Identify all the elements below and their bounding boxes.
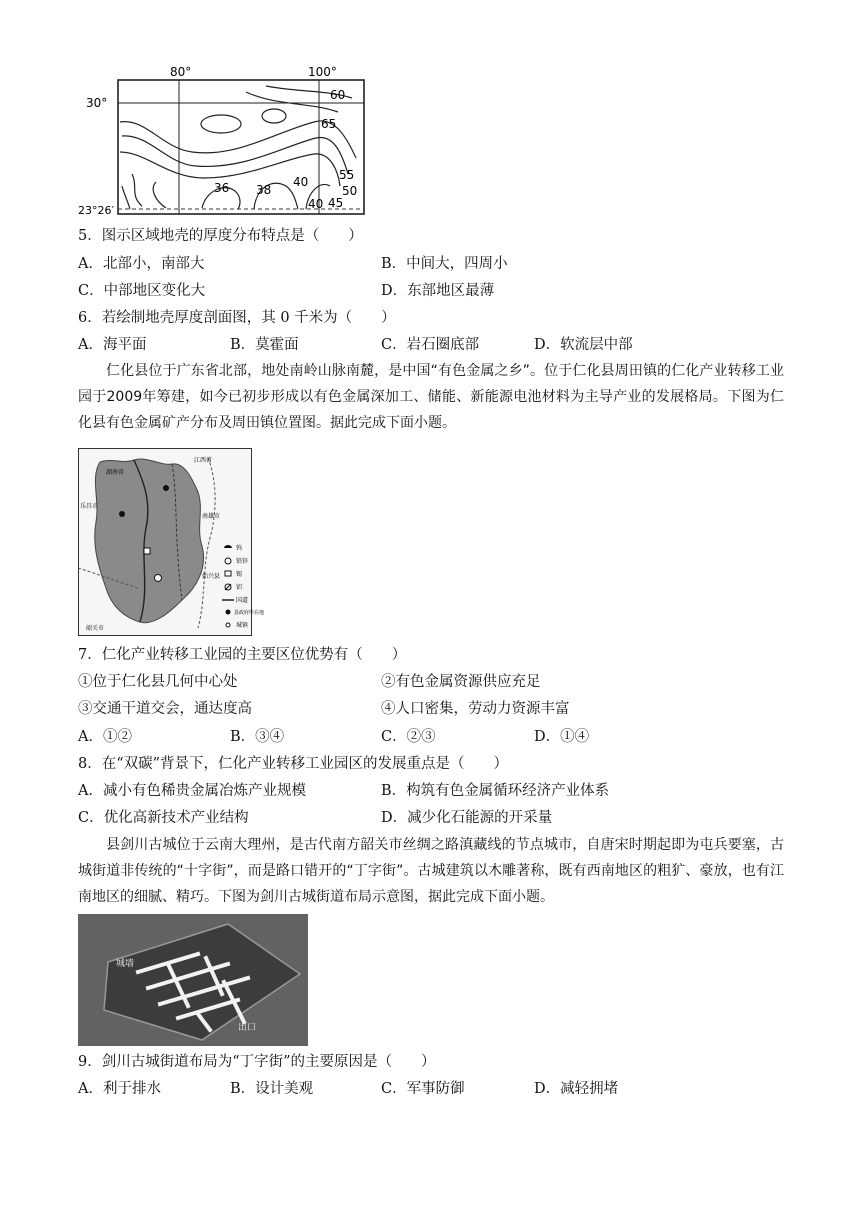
q6-stem: 6．若绘制地壳厚度剖面图，其 0 千米为（ ） <box>78 310 396 326</box>
legend-lead-zinc: 铅锌 <box>236 558 249 565</box>
lat-label-30: 30° <box>86 96 108 110</box>
renhua-mineral-map-svg <box>78 448 265 636</box>
q8-option-d: D．减少化石能源的开采量 <box>381 810 553 826</box>
q9-option-b: B．设计美观 <box>230 1081 314 1097</box>
q6-option-a: A．海平面 <box>78 337 147 353</box>
contour-label-55: 55 <box>339 168 355 182</box>
contour-label-65: 65 <box>321 117 337 131</box>
q7-item-4: ④人口密集，劳动力资源丰富 <box>381 701 570 717</box>
contour-label-45: 45 <box>328 196 344 210</box>
jianchuan-street-photo <box>78 914 308 1046</box>
legend-national-road: 国道 <box>236 597 249 604</box>
legend-tungsten: 钨 <box>236 545 243 552</box>
contour-label-38: 38 <box>256 183 272 197</box>
q5-option-b: B．中间大，四周小 <box>381 256 508 272</box>
lon-label-100: 100° <box>308 65 337 79</box>
lon-label-80: 80° <box>170 65 192 79</box>
passage-renhua: 仁化县位于广东省北部，地处南岭山脉南麓，是中国“有色金属之乡”。位于仁化县周田镇的仁化产业转移工业园于2009年筹建，如今已初步形成以有色金属深加工、储能、新能源电池材料为主导产业的发展格局。下图为仁化县有色金属矿产分布及周田镇位置图。据此完成下面小题。 <box>78 363 784 431</box>
q9-option-a: A．利于排水 <box>78 1081 161 1097</box>
q7-option-c: C．②③ <box>381 729 436 745</box>
contour-label-60: 60 <box>330 88 346 102</box>
label-shaoguan: 韶关市 <box>86 625 105 632</box>
contour-label-40b: 40 <box>308 197 324 211</box>
q7-option-a: A．①② <box>78 729 132 745</box>
label-hunan: 湖南省 <box>106 469 125 476</box>
contour-label-50: 50 <box>342 184 358 198</box>
legend-tin: 锡 <box>236 571 243 578</box>
crust-thickness-map-svg <box>76 62 368 218</box>
label-shixing: 始兴县 <box>202 573 221 580</box>
q7-option-d: D．①④ <box>534 729 590 745</box>
q7-item-1: ①位于仁化县几何中心处 <box>78 674 238 690</box>
label-jiangxi: 江西省 <box>194 457 213 464</box>
contour-label-40a: 40 <box>293 175 309 189</box>
legend-aluminum: 铝 <box>236 584 243 591</box>
q8-option-b: B．构筑有色金属循环经济产业体系 <box>381 783 610 799</box>
q7-stem: 7．仁化产业转移工业园的主要区位优势有（ ） <box>78 647 407 663</box>
q6-option-d: D．软流层中部 <box>534 337 633 353</box>
q5-option-a: A．北部小，南部大 <box>78 256 205 272</box>
renhua-mineral-map <box>78 448 265 636</box>
passage-jianchuan: 县剑川古城位于云南大理州，是古代南方韶关市丝绸之路滇藏线的节点城市，自唐宋时期起即为屯兵要塞，古城街道非传统的“十字街”，而是路口错开的“丁字街”。古城建筑以木雕著称，既有西南地区的粗犷、豪放，也有江南地区的细腻、精巧。下图为剑川古城街道布局示意图，据此完成下面小题。 <box>78 837 784 905</box>
q7-item-2: ②有色金属资源供应充足 <box>381 674 541 690</box>
q7-option-b: B．③④ <box>230 729 285 745</box>
q5-stem: 5．图示区域地壳的厚度分布特点是（ ） <box>78 228 363 244</box>
contour-label-36: 36 <box>214 181 230 195</box>
q6-option-c: C．岩石圈底部 <box>381 337 480 353</box>
q6-option-b: B．莫霍面 <box>230 337 299 353</box>
q8-stem: 8．在“双碳”背景下，仁化产业转移工业园区的发展重点是（ ） <box>78 756 509 772</box>
jianchuan-street-photo-svg <box>78 914 308 1046</box>
q5-option-c: C．中部地区变化大 <box>78 283 206 299</box>
label-lechang: 乐昌市 <box>80 503 99 510</box>
crust-thickness-map <box>76 62 368 218</box>
label-nanxiong: 南雄市 <box>202 513 221 520</box>
q8-option-a: A．减小有色稀贵金属冶炼产业规模 <box>78 783 306 799</box>
lat-label-tropic: 23°26′ <box>78 204 114 217</box>
label-city-wall: 城墙 <box>116 959 135 969</box>
q5-option-d: D．东部地区最薄 <box>381 283 495 299</box>
q9-stem: 9．剑川古城街道布局为“丁字街”的主要原因是（ ） <box>78 1054 436 1070</box>
q9-option-d: D．减轻拥堵 <box>534 1081 619 1097</box>
legend-town: 城镇 <box>236 622 249 629</box>
label-exit: 出口 <box>238 1023 257 1033</box>
q9-option-c: C．军事防御 <box>381 1081 465 1097</box>
q7-item-3: ③交通干道交会，通达度高 <box>78 701 252 717</box>
q8-option-c: C．优化高新技术产业结构 <box>78 810 249 826</box>
legend-county-seat: 县政府所在地 <box>234 610 265 616</box>
